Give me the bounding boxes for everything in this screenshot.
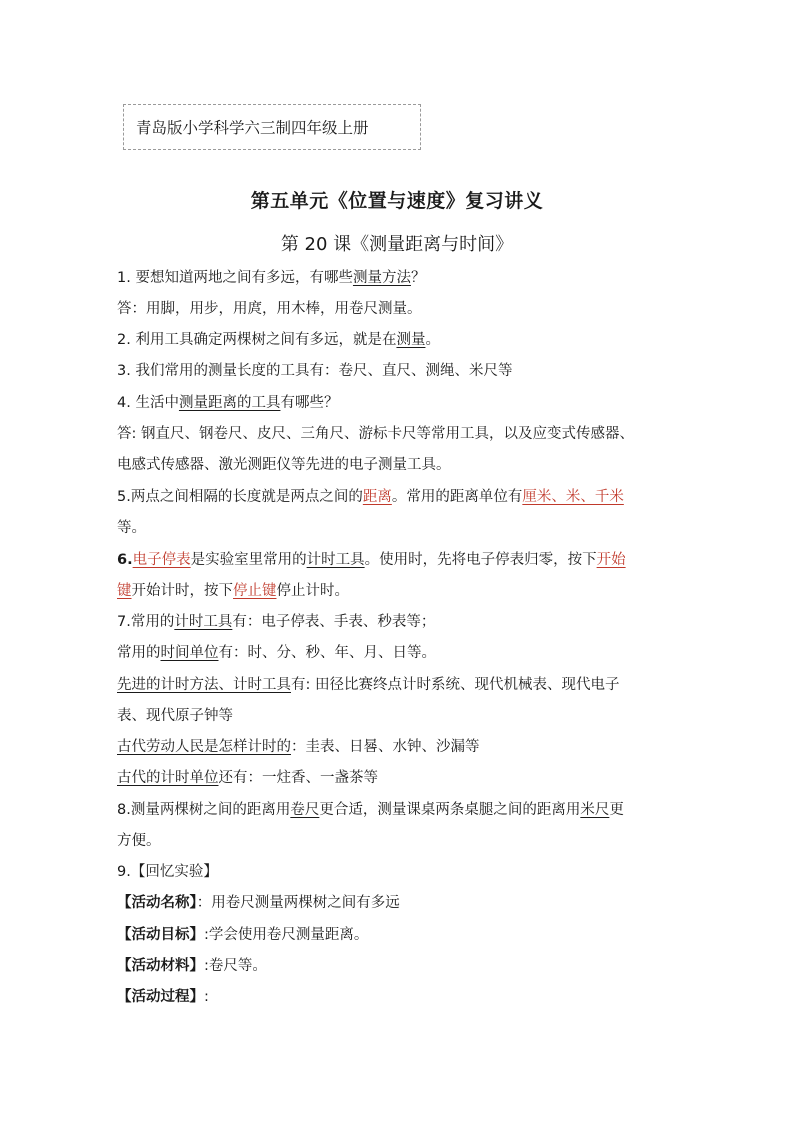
- question-8-line-1: 8.测量两棵树之间的距离用卷尺更合适，测量课桌两条桌腿之间的距离用米尺更: [117, 802, 624, 818]
- question-2: 2. 利用工具确定两棵树之间有多远，就是在测量。: [117, 332, 440, 348]
- answer-1: 答：用脚，用步，用庹，用木棒，用卷尺测量。: [117, 301, 422, 317]
- unit-title: 第五单元《位置与速度》复习讲义: [250, 190, 544, 212]
- question-6-line-1: 6.电子停表是实验室里常用的计时工具。使用时，先将电子停表归零，按下开始: [117, 552, 626, 568]
- series-header-box: 青岛版小学科学六三制四年级上册: [123, 104, 421, 150]
- question-7-line-5: 古代劳动人民是怎样计时的：圭表、日晷、水钟、沙漏等: [117, 739, 480, 755]
- question-5-line-1: 5.两点之间相隔的长度就是两点之间的距离。常用的距离单位有厘米、米、千米: [117, 489, 624, 505]
- question-6-line-2: 键开始计时，按下停止键停止计时。: [117, 583, 349, 599]
- activity-goal: 【活动目标】:学会使用卷尺测量距离。: [117, 927, 369, 943]
- question-8-line-2: 方便。: [117, 833, 161, 849]
- question-7-line-4: 表、现代原子钟等: [117, 708, 233, 724]
- question-1: 1. 要想知道两地之间有多远，有哪些测量方法？: [117, 270, 426, 286]
- answer-4-line-2: 电感式传感器、激光测距仪等先进的电子测量工具。: [117, 457, 451, 473]
- activity-process: 【活动过程】:: [117, 989, 209, 1005]
- question-5-line-2: 等。: [117, 520, 146, 536]
- question-3: 3. 我们常用的测量长度的工具有：卷尺、直尺、测绳、米尺等: [117, 363, 513, 379]
- question-7-line-6: 古代的计时单位还有：一炷香、一盏茶等: [117, 770, 378, 786]
- question-7-line-3: 先进的计时方法、计时工具有: 田径比赛终点计时系统、现代机械表、现代电子: [117, 677, 620, 693]
- activity-name: 【活动名称】：用卷尺测量两棵树之间有多远: [117, 895, 400, 911]
- activity-materials: 【活动材料】:卷尺等。: [117, 958, 267, 974]
- question-7-line-1: 7.常用的计时工具有：电子停表、手表、秒表等；: [117, 614, 436, 630]
- answer-4-line-1: 答: 钢直尺、钢卷尺、皮尺、三角尺、游标卡尺等常用工具，以及应变式传感器、: [117, 426, 634, 442]
- question-4: 4. 生活中测量距离的工具有哪些？: [117, 395, 339, 411]
- question-7-line-2: 常用的时间单位有：时、分、秒、年、月、日等。: [117, 645, 436, 661]
- question-9: 9.【回忆实验】: [117, 864, 218, 880]
- lesson-title: 第 20 课《测量距离与时间》: [280, 234, 514, 255]
